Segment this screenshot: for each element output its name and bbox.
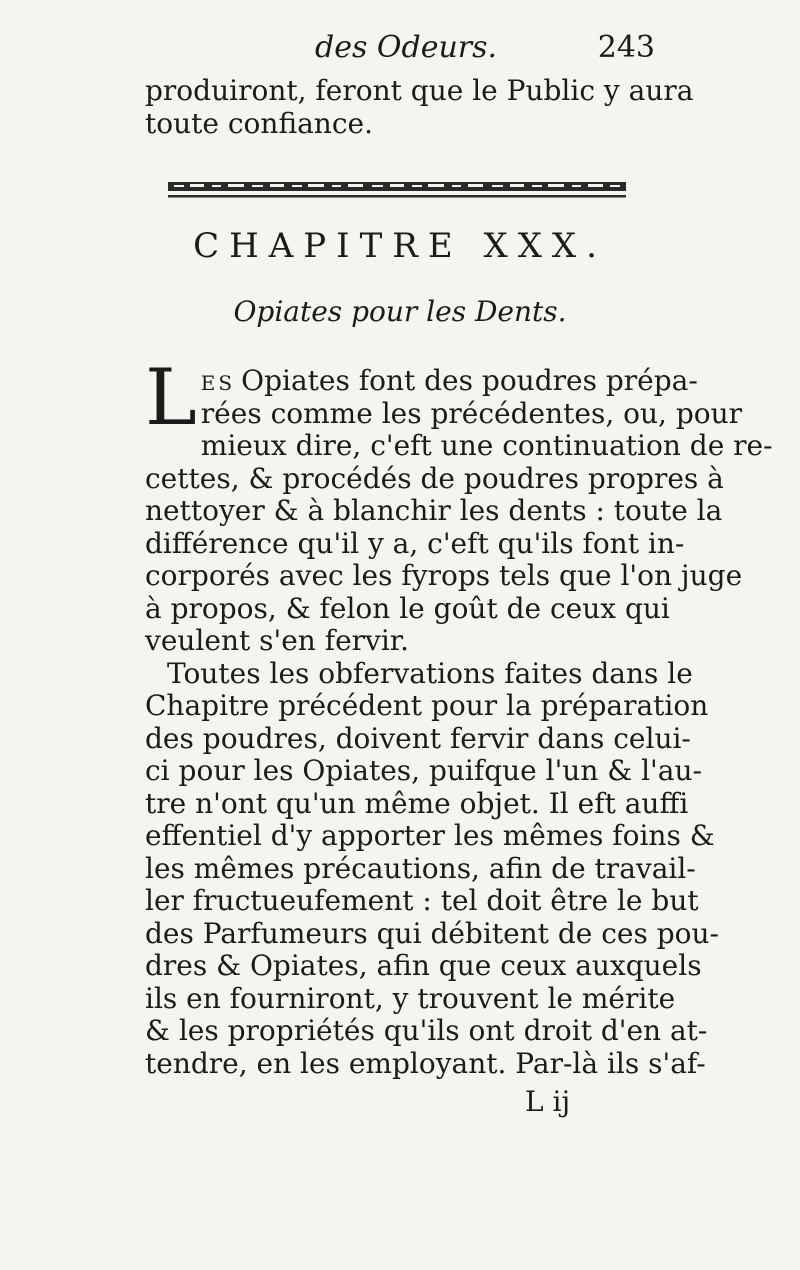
text-line: tre n'ont qu'un même objet. Il eft auffi (145, 786, 689, 820)
page-number: 243 (597, 30, 655, 65)
text-line: des poudres, doivent fervir dans celui- (145, 721, 691, 755)
text-line: dres & Opiates, afin que ceux auxquels (145, 949, 702, 982)
text-line: corporés avec les fyrops tels que l'on juge (145, 559, 743, 592)
text-line: les mêmes précautions, afin de travail- (145, 851, 696, 885)
small-caps: ES (200, 371, 236, 395)
text-line: différence qu'il y a, c'eft qu'ils font in- (145, 526, 685, 560)
chapter-heading: CHAPITRE XXX. (193, 226, 607, 266)
text-line: toute confiance. (145, 106, 373, 140)
text-line: produiront, feront que le Public y aura (145, 74, 694, 107)
text-line: Toutes les obfervations faites dans le (167, 656, 693, 690)
drop-cap: L (145, 353, 197, 443)
running-title: des Odeurs. (315, 30, 498, 65)
text-line: rées comme les précédentes, ou, pour (200, 396, 743, 430)
text-line: à propos, & felon le goût de ceux qui (145, 591, 670, 625)
carry-over-text (145, 74, 694, 140)
text-line: tendre, en les employant. Par-là ils s'af- (145, 1046, 706, 1080)
signature-mark: L ij (525, 1085, 571, 1118)
text-line: ils en fourniront, y trouvent le mérite (145, 981, 676, 1015)
text-line: veulent s'en fervir. (145, 624, 410, 657)
text-line: ci pour les Opiates, puifque l'un & l'au- (145, 754, 702, 787)
body-text (145, 353, 773, 1080)
first-line-text: Opiates font des poudres prépa- (241, 364, 698, 397)
text-line: des Parfumeurs qui débitent de ces pou- (145, 916, 720, 950)
text-line: effentiel d'y apporter les mêmes foins & (145, 819, 715, 852)
text-line: & les propriétés qu'ils ont droit d'en at- (145, 1014, 708, 1047)
running-header (145, 28, 655, 78)
text-line (145, 364, 698, 398)
ornamental-rule (168, 180, 626, 202)
text-line: mieux dire, c'eft une continuation de re- (200, 429, 773, 462)
text-line: nettoyer & à blanchir les dents : toute la (145, 494, 723, 527)
text-line: cettes, & procédés de poudres propres à (145, 461, 724, 495)
text-line: Chapitre précédent pour la préparation (145, 689, 709, 722)
chapter-title: Opiates pour les Dents. (233, 295, 567, 328)
text-line: ler fructueufement : tel doit être le but (145, 884, 699, 917)
